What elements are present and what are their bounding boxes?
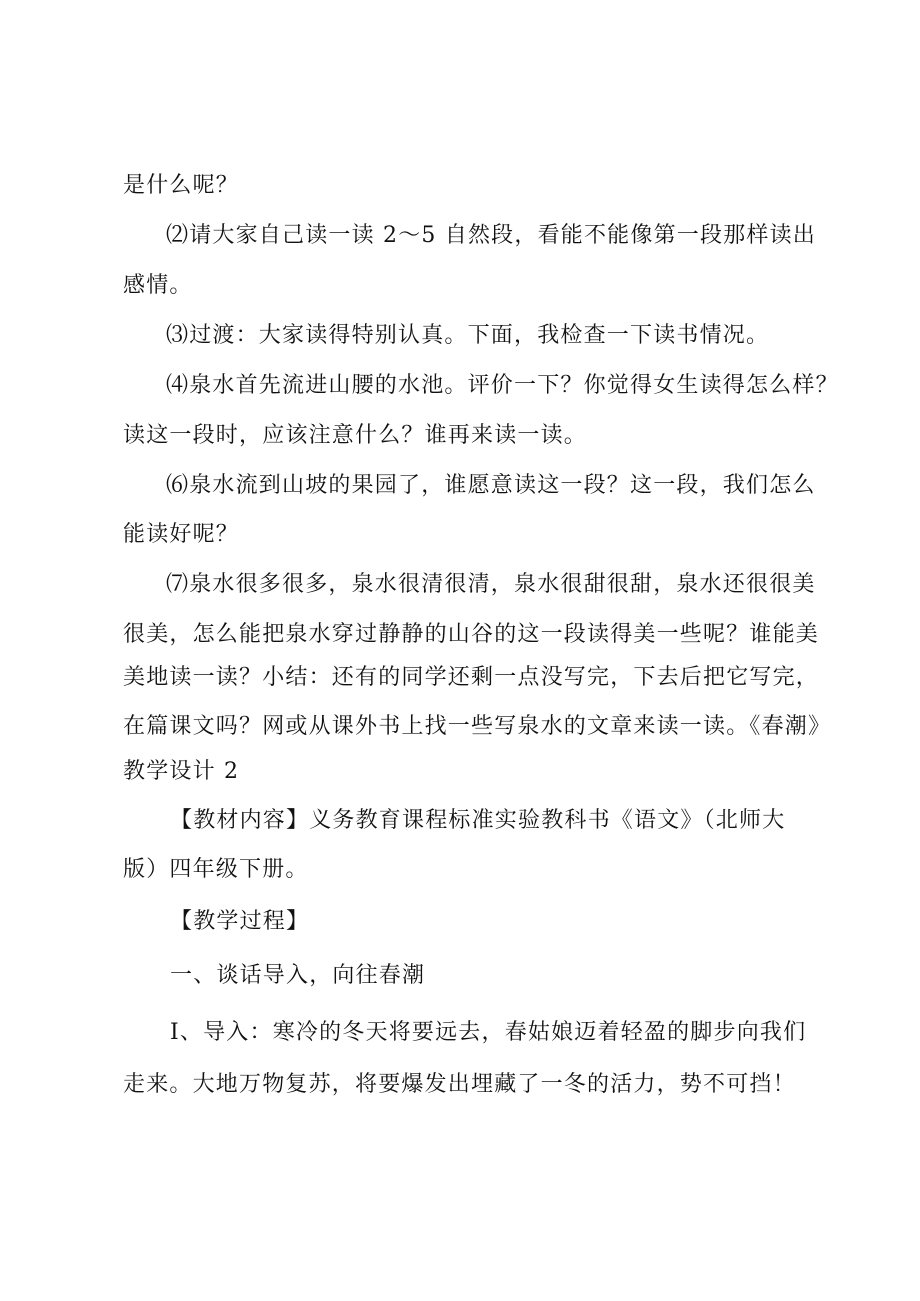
text-line-8: 能读好呢？ bbox=[123, 522, 240, 547]
text-line-9: ⑺泉水很多很多，泉水很清很清，泉水很甜很甜，泉水还很很美 bbox=[166, 572, 816, 597]
text-line-12: 在篇课文吗？网或从课外书上找一些写泉水的文章来读一读。《春潮》 bbox=[123, 714, 832, 739]
text-line-14: 【教材内容】义务教育课程标准实验教科书《语文》（北师大 bbox=[170, 808, 786, 833]
text-line-16: 【教学过程】 bbox=[170, 909, 310, 934]
text-line-2: ⑵请大家自己读一读 2～5 自然段，看能不能像第一段那样读出 bbox=[166, 223, 816, 248]
text-line-18: Ⅰ、导入：寒冷的冬天将要远去，春姑娘迈着轻盈的脚步向我们 bbox=[170, 1020, 807, 1045]
text-line-3: 感情。 bbox=[123, 273, 193, 298]
text-line-6: 读这一段时，应该注意什么？谁再来读一读。 bbox=[123, 423, 588, 448]
text-line-11: 美地读一读？小结：还有的同学还剩一点没写完，下去后把它写完， bbox=[123, 665, 820, 690]
text-line-13: 教学设计 2 bbox=[123, 759, 240, 784]
text-line-19: 走来。大地万物复苏，将要爆发出埋藏了一冬的活力，势不可挡！ bbox=[123, 1072, 796, 1097]
text-line-4: ⑶过渡：大家读得特别认真。下面，我检查一下读书情况。 bbox=[166, 323, 770, 348]
text-line-17: 一、谈话导入，向往春潮 bbox=[170, 963, 426, 988]
text-line-1: 是什么呢？ bbox=[123, 173, 240, 198]
text-line-15: 版）四年级下册。 bbox=[123, 857, 309, 882]
text-line-10: 很美，怎么能把泉水穿过静静的山谷的这一段读得美一些呢？谁能美 bbox=[123, 622, 820, 647]
text-line-7: ⑹泉水流到山坡的果园了，谁愿意读这一段？这一段，我们怎么 bbox=[166, 473, 816, 498]
text-line-5: ⑷泉水首先流进山腰的水池。评价一下？你觉得女生读得怎么样？ bbox=[166, 373, 839, 398]
